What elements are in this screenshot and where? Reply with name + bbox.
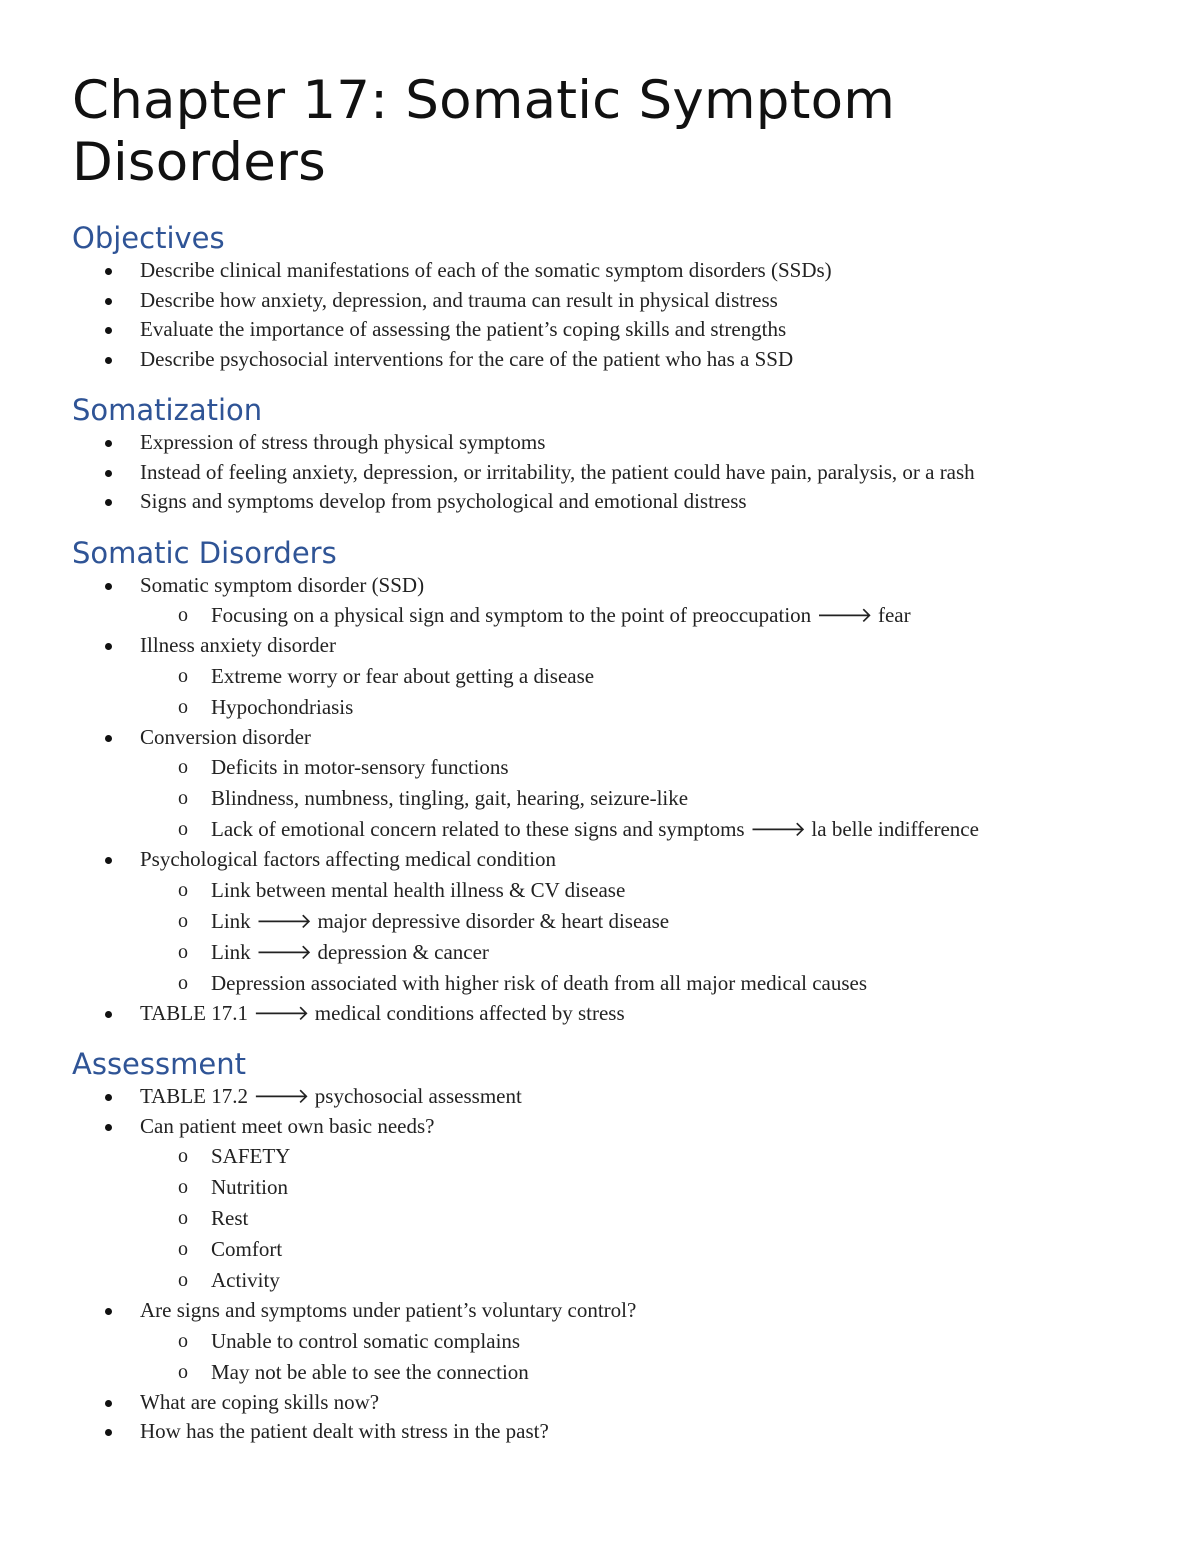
sub-list-item-text: Depression associated with higher risk of death from all major medical causes bbox=[211, 970, 868, 995]
list-item-text: How has the patient dealt with stress in the past? bbox=[140, 1419, 549, 1443]
bullet-dot-icon bbox=[105, 298, 112, 305]
bullet-dot-icon bbox=[105, 1400, 112, 1407]
list-item bbox=[72, 1296, 1152, 1388]
list-item-text: Conversion disorder bbox=[140, 724, 311, 749]
sub-list-item-text: Link between mental health illness & CV disease bbox=[211, 877, 626, 902]
sub-list-item-text: Link 🡒 major depressive disorder & heart disease bbox=[211, 908, 670, 933]
list-item bbox=[72, 1112, 1152, 1297]
sub-list-item bbox=[72, 1326, 1152, 1357]
sub-bullet-list bbox=[72, 600, 1152, 631]
sub-list-item bbox=[72, 1141, 1152, 1172]
list-item bbox=[72, 845, 1152, 999]
sub-list-item bbox=[72, 968, 1152, 999]
list-item bbox=[72, 315, 1152, 345]
list-item-text: Somatic symptom disorder (SSD) bbox=[140, 572, 425, 597]
list-item bbox=[72, 723, 1152, 846]
list-item bbox=[72, 487, 1152, 517]
list-item bbox=[72, 1388, 1152, 1418]
sub-list-item bbox=[72, 1234, 1152, 1265]
sub-list-item-text: Hypochondriasis bbox=[211, 694, 354, 719]
list-item-text: What are coping skills now? bbox=[140, 1389, 380, 1414]
circle-bullet-icon: o bbox=[178, 878, 188, 901]
list-item bbox=[72, 286, 1152, 316]
list-item-text: Illness anxiety disorder bbox=[140, 633, 336, 657]
sub-list-item bbox=[72, 661, 1152, 692]
list-item-text: Signs and symptoms develop from psychological and emotional distress bbox=[140, 489, 747, 513]
sub-list-item bbox=[72, 1265, 1152, 1296]
circle-bullet-icon: o bbox=[178, 1238, 188, 1260]
bullet-dot-icon bbox=[105, 499, 112, 506]
bullet-dot-icon bbox=[105, 440, 112, 447]
circle-bullet-icon: o bbox=[178, 756, 188, 778]
sub-list-item bbox=[72, 814, 1152, 845]
sub-list-item bbox=[72, 783, 1152, 814]
bullet-dot-icon bbox=[105, 1429, 112, 1436]
sections-container bbox=[72, 220, 1152, 1447]
circle-bullet-icon: o bbox=[178, 1207, 188, 1229]
list-item bbox=[72, 1417, 1152, 1447]
bullet-dot-icon bbox=[105, 643, 112, 650]
sub-list-item-text: Unable to control somatic complains bbox=[211, 1328, 521, 1353]
bullet-dot-icon bbox=[105, 1094, 112, 1101]
circle-bullet-icon: o bbox=[178, 664, 188, 687]
sub-list-item-text: Activity bbox=[211, 1268, 280, 1292]
list-item-text: Psychological factors affecting medical condition bbox=[140, 847, 556, 871]
bullet-dot-icon bbox=[105, 583, 112, 590]
sub-list-item bbox=[72, 752, 1152, 783]
sub-list-item bbox=[72, 875, 1152, 906]
section-heading: Assessment bbox=[72, 1047, 246, 1081]
list-item-text: Describe how anxiety, depression, and trauma can result in physical distress bbox=[140, 287, 778, 312]
circle-bullet-icon: o bbox=[178, 909, 188, 932]
circle-bullet-icon: o bbox=[178, 695, 188, 718]
circle-bullet-icon: o bbox=[178, 818, 188, 840]
list-item bbox=[72, 631, 1152, 723]
list-item-text: Instead of feeling anxiety, depression, or irritability, the patient could have pain, paralysis, or a rash bbox=[140, 459, 975, 484]
sub-list-item-text: May not be able to see the connection bbox=[211, 1359, 529, 1384]
list-item-text: Expression of stress through physical symptoms bbox=[140, 430, 546, 454]
circle-bullet-icon: o bbox=[178, 604, 188, 626]
bullet-dot-icon bbox=[105, 1308, 112, 1315]
list-item bbox=[72, 428, 1152, 458]
list-item bbox=[72, 345, 1152, 375]
bullet-dot-icon bbox=[105, 357, 112, 364]
list-item bbox=[72, 1082, 1152, 1112]
list-item bbox=[72, 458, 1152, 488]
section-heading: Somatization bbox=[72, 393, 263, 427]
circle-bullet-icon: o bbox=[178, 1145, 188, 1167]
page-title: Chapter 17: Somatic Symptom Disorders bbox=[72, 70, 896, 193]
list-item bbox=[72, 571, 1152, 632]
bullet-list bbox=[72, 571, 1152, 1029]
sub-list-item bbox=[72, 906, 1152, 937]
circle-bullet-icon: o bbox=[178, 1360, 188, 1383]
sub-bullet-list bbox=[72, 1141, 1152, 1296]
bullet-dot-icon bbox=[105, 1124, 112, 1131]
sub-list-item bbox=[72, 692, 1152, 723]
list-item-text: Describe psychosocial interventions for the care of the patient who has a SSD bbox=[140, 346, 794, 371]
circle-bullet-icon: o bbox=[178, 787, 188, 809]
list-item bbox=[72, 999, 1152, 1029]
sub-bullet-list bbox=[72, 1326, 1152, 1388]
list-item-text: Are signs and symptoms under patient’s voluntary control? bbox=[140, 1298, 637, 1322]
sub-list-item-text: Comfort bbox=[211, 1237, 283, 1261]
list-item bbox=[72, 256, 1152, 286]
bullet-list bbox=[72, 1082, 1152, 1447]
sub-list-item-text: Focusing on a physical sign and symptom to the point of preoccupation 🡒 fear bbox=[211, 603, 911, 627]
sub-list-item bbox=[72, 1357, 1152, 1388]
bullet-list bbox=[72, 428, 1152, 517]
list-item-text: Evaluate the importance of assessing the patient’s coping skills and strengths bbox=[140, 317, 787, 341]
list-item-text: Describe clinical manifestations of each of the somatic symptom disorders (SSDs) bbox=[140, 258, 832, 282]
bullet-dot-icon bbox=[105, 470, 112, 477]
list-item-text: Can patient meet own basic needs? bbox=[140, 1113, 435, 1138]
list-item-text: TABLE 17.2 🡒 psychosocial assessment bbox=[140, 1084, 522, 1108]
bullet-list bbox=[72, 256, 1152, 374]
sub-list-item bbox=[72, 600, 1152, 631]
circle-bullet-icon: o bbox=[178, 940, 188, 963]
sub-list-item bbox=[72, 1203, 1152, 1234]
circle-bullet-icon: o bbox=[178, 1329, 188, 1352]
sub-list-item-text: Rest bbox=[211, 1206, 249, 1230]
sub-list-item-text: Link 🡒 depression & cancer bbox=[211, 939, 489, 964]
bullet-dot-icon bbox=[105, 735, 112, 742]
sub-list-item bbox=[72, 1172, 1152, 1203]
sub-list-item-text: SAFETY bbox=[211, 1144, 291, 1168]
section-heading: Objectives bbox=[72, 221, 225, 255]
sub-list-item-text: Lack of emotional concern related to these signs and symptoms 🡒 la belle indifference bbox=[211, 817, 979, 841]
sub-list-item bbox=[72, 937, 1152, 968]
sub-list-item-text: Extreme worry or fear about getting a disease bbox=[211, 663, 595, 688]
bullet-dot-icon bbox=[105, 1011, 112, 1018]
sub-bullet-list bbox=[72, 661, 1152, 723]
document-page bbox=[72, 70, 1152, 1465]
bullet-dot-icon bbox=[105, 857, 112, 864]
sub-bullet-list bbox=[72, 875, 1152, 999]
sub-bullet-list bbox=[72, 752, 1152, 845]
sub-list-item-text: Blindness, numbness, tingling, gait, hearing, seizure-like bbox=[211, 786, 689, 810]
bullet-dot-icon bbox=[105, 327, 112, 334]
circle-bullet-icon: o bbox=[178, 971, 188, 994]
bullet-dot-icon bbox=[105, 268, 112, 275]
sub-list-item-text: Nutrition bbox=[211, 1175, 288, 1199]
sub-list-item-text: Deficits in motor-sensory functions bbox=[211, 755, 509, 779]
list-item-text: TABLE 17.1 🡒 medical conditions affected by stress bbox=[140, 1000, 625, 1025]
section-heading: Somatic Disorders bbox=[72, 535, 337, 570]
circle-bullet-icon: o bbox=[178, 1176, 188, 1198]
circle-bullet-icon: o bbox=[178, 1269, 188, 1291]
